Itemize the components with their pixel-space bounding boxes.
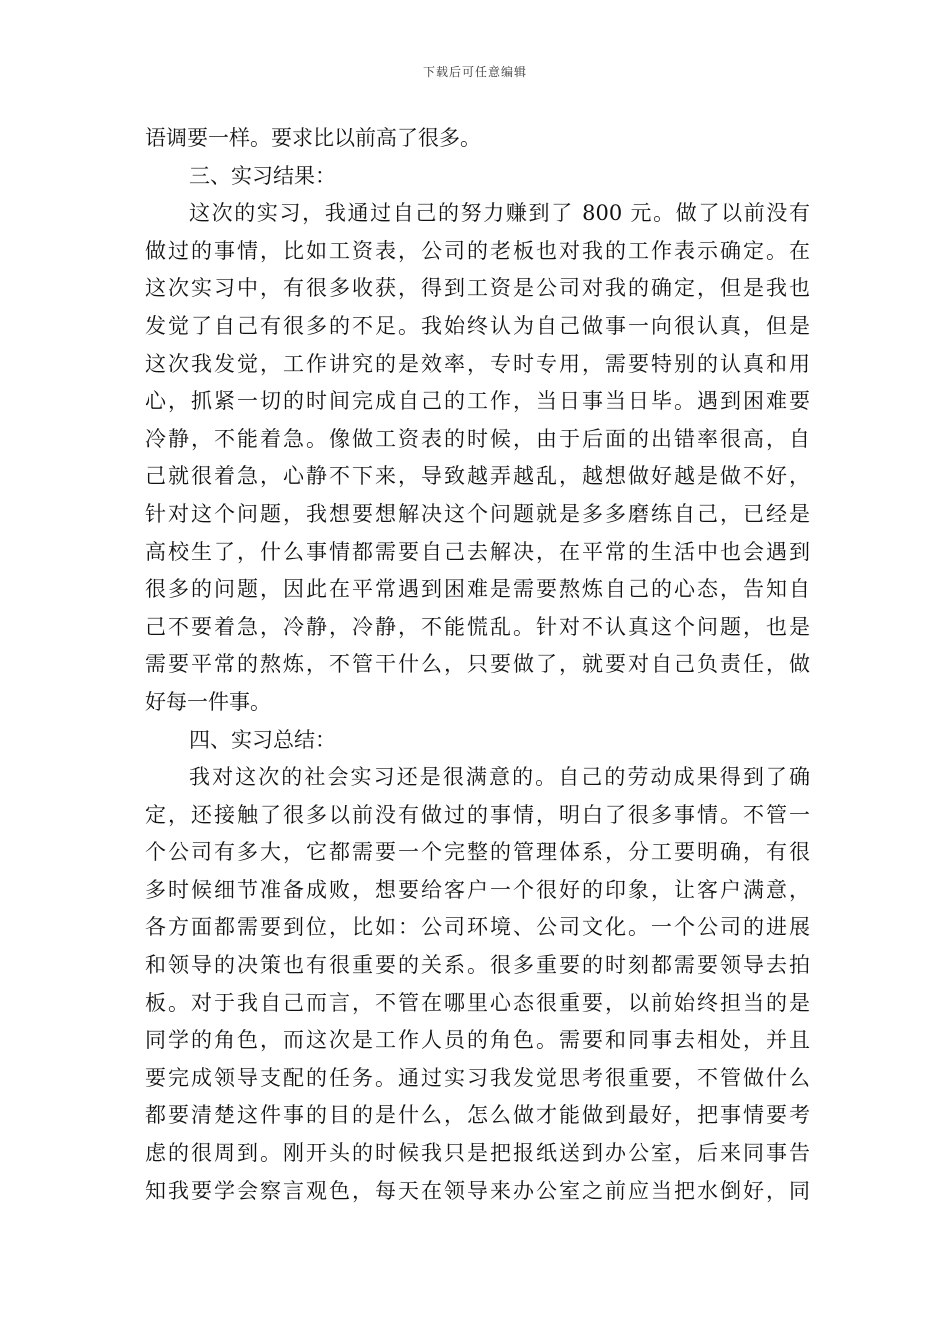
body-line: 高校生了，什么事情都需要自己去解决，在平常的生活中也会遇到 bbox=[145, 539, 810, 564]
document-body bbox=[145, 120, 810, 1210]
section-heading-summary: 四、实习总结： bbox=[189, 727, 336, 752]
body-line: 做过的事情，比如工资表，公司的老板也对我的工作表示确定。在 bbox=[145, 238, 810, 263]
body-line: 知我要学会察言观色，每天在领导来办公室之前应当把水倒好，同 bbox=[145, 1178, 810, 1203]
body-line: 这次的实习，我通过自己的努力赚到了 800 元。做了以前没有 bbox=[189, 201, 810, 226]
section-heading-results: 三、实习结果： bbox=[189, 163, 336, 188]
body-line: 针对这个问题，我想要想解决这个问题就是多多磨练自己，已经是 bbox=[145, 501, 810, 526]
body-line: 和领导的决策也有很重要的关系。很多重要的时刻都需要领导去拍 bbox=[145, 953, 810, 978]
body-line: 很多的问题，因此在平常遇到困难是需要熬炼自己的心态，告知自 bbox=[145, 577, 810, 602]
body-line: 我对这次的社会实习还是很满意的。自己的劳动成果得到了确 bbox=[189, 765, 810, 790]
body-line: 要完成领导支配的任务。通过实习我发觉思考很重要，不管做什么 bbox=[145, 1065, 810, 1090]
body-line: 板。对于我自己而言，不管在哪里心态很重要，以前始终担当的是 bbox=[145, 990, 810, 1015]
body-line: 己就很着急，心静不下来，导致越弄越乱，越想做好越是做不好， bbox=[145, 464, 810, 489]
body-line: 发觉了自己有很多的不足。我始终认为自己做事一向很认真，但是 bbox=[145, 313, 810, 338]
body-line: 定，还接触了很多以前没有做过的事情，明白了很多事情。不管一 bbox=[145, 802, 810, 827]
body-line: 冷静，不能着急。像做工资表的时候，由于后面的出错率很高，自 bbox=[145, 426, 810, 451]
body-line: 多时候细节准备成败，想要给客户一个很好的印象，让客户满意， bbox=[145, 877, 810, 902]
body-line: 同学的角色，而这次是工作人员的角色。需要和同事去相处，并且 bbox=[145, 1028, 810, 1053]
body-line: 虑的很周到。刚开头的时候我只是把报纸送到办公室，后来同事告 bbox=[145, 1141, 810, 1166]
body-line: 这次我发觉，工作讲究的是效率，专时专用，需要特别的认真和用 bbox=[145, 351, 810, 376]
body-line: 语调要一样。要求比以前高了很多。 bbox=[145, 126, 481, 150]
body-line: 好每一件事。 bbox=[145, 689, 271, 714]
body-line: 需要平常的熬炼，不管干什么，只要做了，就要对自己负责任，做 bbox=[145, 652, 810, 677]
page-header-note: 下载后可任意编辑 bbox=[422, 65, 527, 79]
body-line: 这次实习中，有很多收获，得到工资是公司对我的确定，但是我也 bbox=[145, 276, 810, 301]
body-line: 个公司有多大，它都需要一个完整的管理体系，分工要明确，有很 bbox=[145, 840, 810, 865]
body-line: 己不要着急，冷静，冷静，不能慌乱。针对不认真这个问题，也是 bbox=[145, 614, 810, 639]
body-line: 都要清楚这件事的目的是什么，怎么做才能做到最好，把事情要考 bbox=[145, 1103, 810, 1128]
body-line: 心，抓紧一切的时间完成自己的工作，当日事当日毕。遇到困难要 bbox=[145, 389, 810, 414]
body-line: 各方面都需要到位，比如：公司环境、公司文化。一个公司的进展 bbox=[145, 915, 810, 940]
